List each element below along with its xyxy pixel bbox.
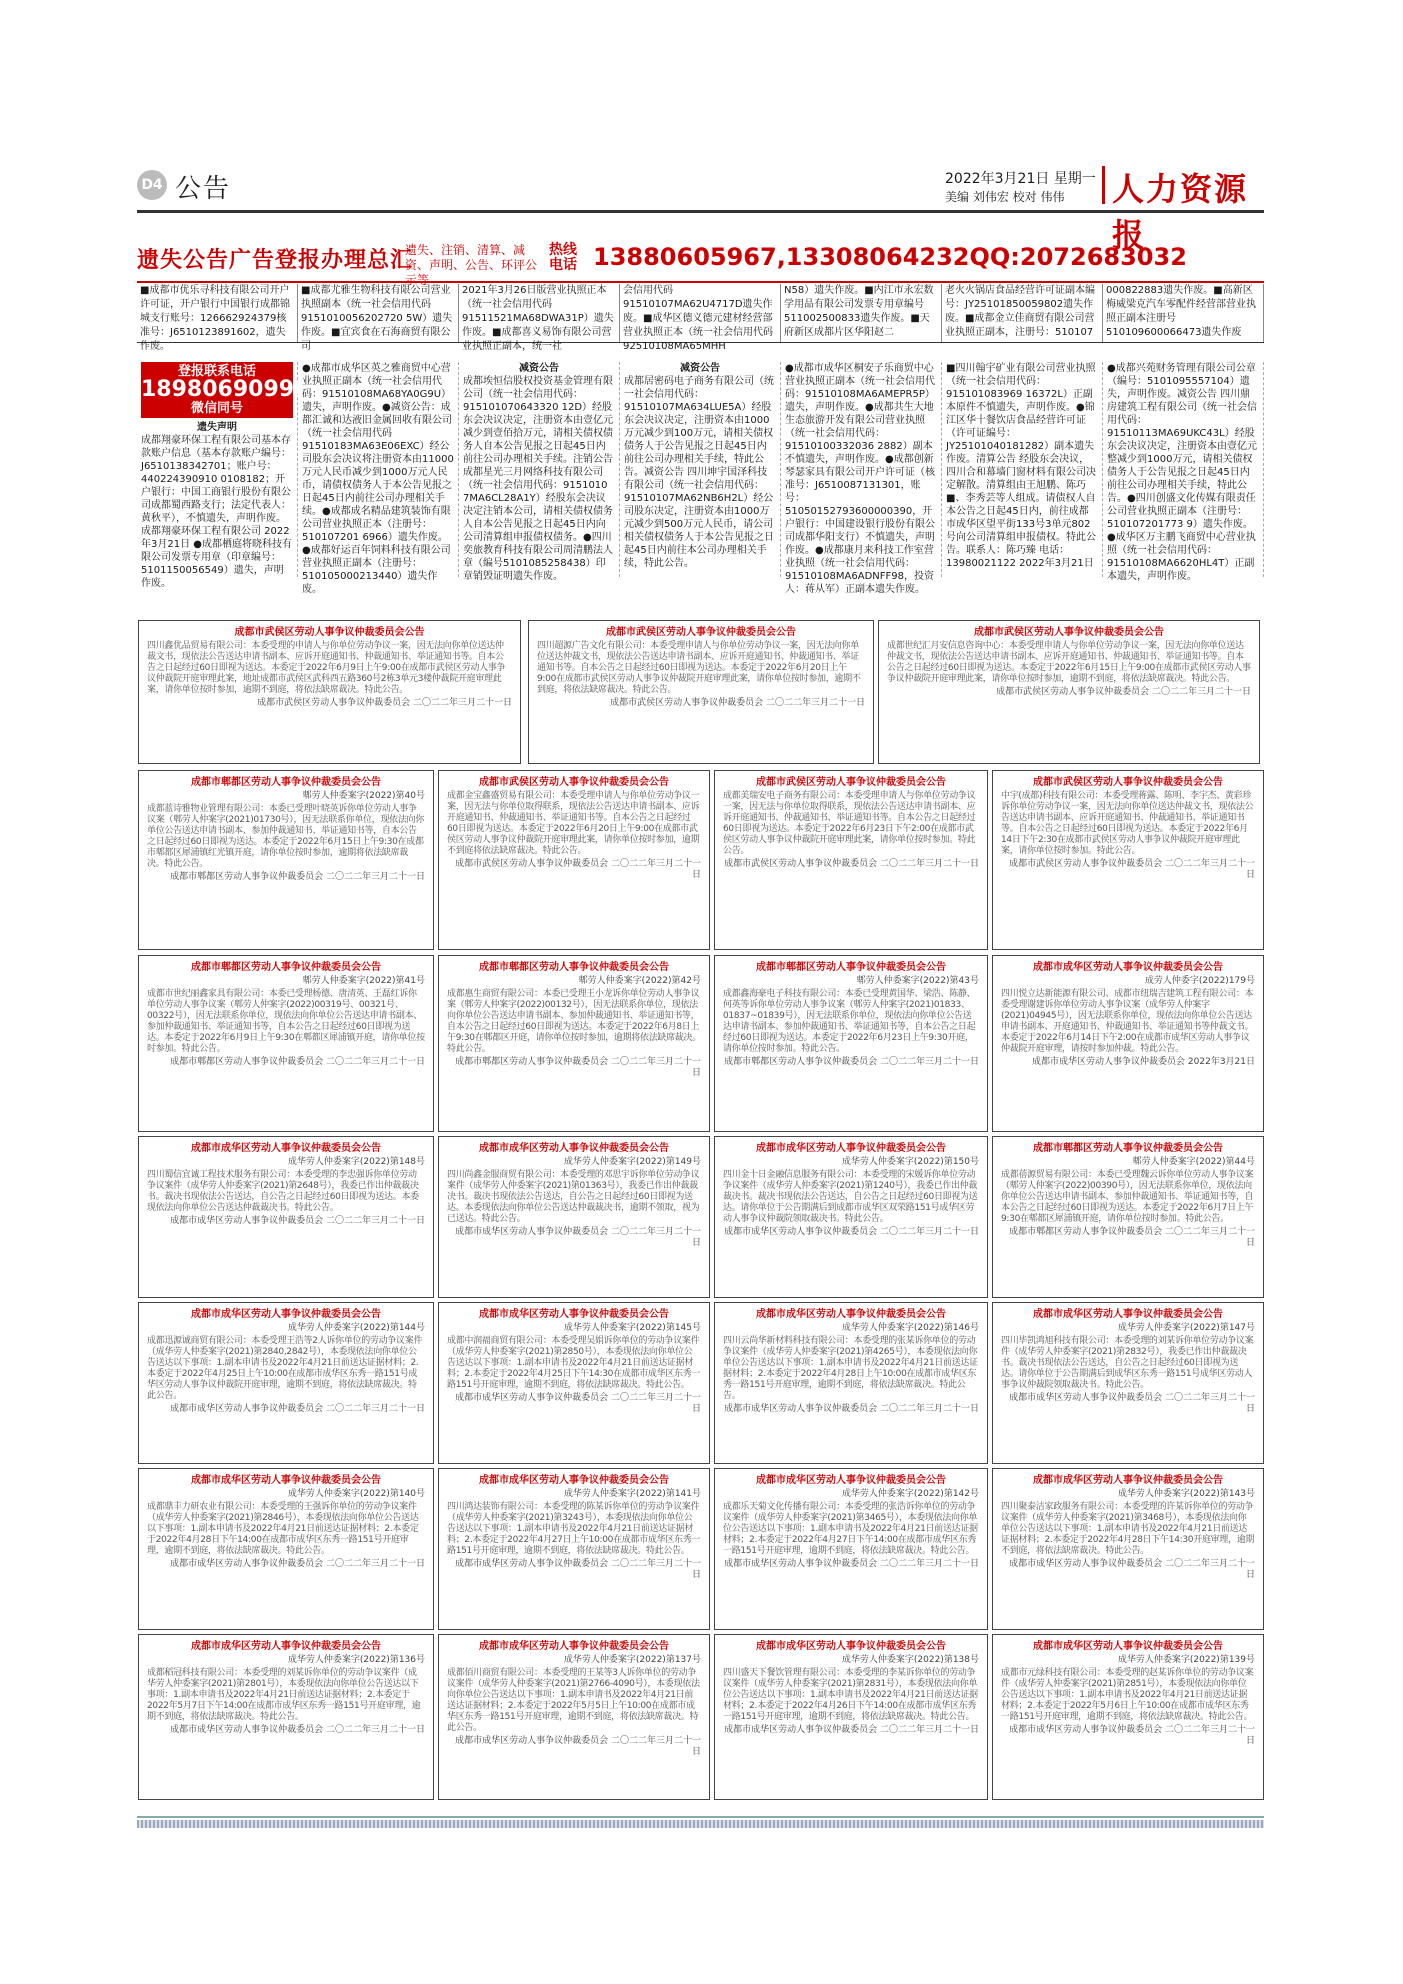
notice-body: 成都乐天菊文化传播有限公司：本委受理的张浩诉你单位的劳动争议案件（成华劳人仲委案字(2021)第3465号），本委现依法向你单位公告送达以下事项：1.副本申请书及2022年4月21日前送达证据材料；2.本委定于2022年4月27日下午14:00在成都市成华区东秀一路151号开庭审理，逾期不到庭，将依法缺席裁决。特此公告。 bbox=[723, 1502, 978, 1556]
arbitration-notice bbox=[138, 1136, 434, 1298]
notice-signature: 成都市郫都区劳动人事争议仲裁委员会 二〇二二年三月二十一日 bbox=[170, 872, 425, 882]
arbitration-notice bbox=[992, 770, 1264, 950]
notice-title: 成都市武侯区劳动人事争议仲裁委员会公告 bbox=[756, 777, 946, 788]
notice-title: 成都市成华区劳动人事争议仲裁委员会公告 bbox=[756, 1475, 946, 1486]
page-number-badge: D4 bbox=[137, 170, 167, 200]
notice-title: 成都市武侯区劳动人事争议仲裁委员会公告 bbox=[1033, 777, 1223, 788]
notice-signature: 成都市郫都区劳动人事争议仲裁委员会 二〇二二年三月二十一日 bbox=[170, 1057, 425, 1067]
notice-case-number: 成华劳人仲委案字(2022)第140号 bbox=[287, 1489, 425, 1499]
notice-case-number: 成华劳人仲委案字(2022)第150号 bbox=[841, 1157, 979, 1167]
notice-title: 成都市成华区劳动人事争议仲裁委员会公告 bbox=[479, 1309, 669, 1320]
arbitration-notice bbox=[138, 1468, 434, 1630]
notice-case-number: 郫劳人仲委案字(2022)第40号 bbox=[302, 791, 425, 801]
arbitration-notice bbox=[138, 770, 434, 950]
contact-box bbox=[141, 362, 310, 418]
notice-signature: 成都市成华区劳动人事争议仲裁委员会 2022年3月21日 bbox=[1032, 1057, 1255, 1067]
classified-heading: 遗失声明 bbox=[197, 422, 237, 433]
notice-title: 成都市成华区劳动人事争议仲裁委员会公告 bbox=[1033, 1641, 1223, 1652]
notice-title: 成都市成华区劳动人事争议仲裁委员会公告 bbox=[756, 1143, 946, 1154]
notice-signature: 成都市成华区劳动人事争议仲裁委员会 二〇二二年三月二十一日 bbox=[455, 1736, 701, 1757]
notice-signature: 成都市武侯区劳动人事争议仲裁委员会 二〇二二年三月二十一日 bbox=[724, 859, 979, 869]
notice-body: 成都迅源诚商贸有限公司：本委受理王浩等2人诉你单位的劳动争议案件（成华劳人仲委案字(2021)第2840,2842号），本委现依法向你单位公告送达以下事项：1.副本申请书及2022年4月21日前送达证据材料；2.本委定于2022年4月25日上午10:00在成都市成华区东秀一路151号成华区劳动人事争议仲裁院开庭审理，逾期不到庭，将依法缺席裁决。特此公告。 bbox=[147, 1336, 423, 1401]
notice-signature: 成都市成华区劳动人事争议仲裁委员会 二〇二二年三月二十一日 bbox=[170, 1559, 425, 1569]
classified-heading: 减资公告 bbox=[680, 363, 720, 374]
classified-column bbox=[942, 362, 1103, 577]
arbitration-notice bbox=[992, 1468, 1264, 1630]
notice-body: 四川鸿达装饰有限公司：本委受理的陈某诉你单位的劳动争议案件（成华劳人仲委案字(2021)第3243号），本委现依法向你单位公告送达以下事项：1.副本申请书及2022年4月21日前送达证据材料；2.本委定于2022年4月27日上午10:00在成都市成华区东秀一路151号开庭审理，逾期不到庭，将依法缺席裁决。特此公告。 bbox=[447, 1502, 701, 1556]
classified-column bbox=[1103, 362, 1264, 582]
notice-body: 成都鑫海豪电子科技有限公司：本委已受理黄国华、梁浩、陈静、何英等诉你单位劳动人事争议案（郫劳人仲案字(2021)01833、01837~01839号），因无法联系你单位，现依法向你单位公告送达申请书副本、参加仲裁通知书、举证通知书等，自本公告之日起经过60日即视为送达。本委定于2022年6月23日上午9:30开庭，请你单位按时参加。特此公告。 bbox=[723, 989, 976, 1054]
arbitration-notice bbox=[438, 1468, 710, 1630]
notice-title: 成都市成华区劳动人事争议仲裁委员会公告 bbox=[479, 1641, 669, 1652]
footer-pattern bbox=[137, 1820, 1264, 1828]
notice-body: 成都市世纪丽鑫家具有限公司：本委已受理杨德、唐清英、王磊红诉你单位劳动人事争议案（郫劳人仲案字(2022)00319号、00321号、00322号），因无法联系你单位，现依法向你单位公告送达申请书副本、参加仲裁通知书、举证通知书等，自本公告之日起经过60日即视为送达。本委定于2022年6月9日上午9:30在郫都区犀浦镇开庭，请你单位按时参加。特此公告。 bbox=[147, 989, 425, 1054]
banner-phones: 13880605967,13308064232QQ:2072683032 bbox=[593, 243, 1187, 271]
notice-case-number: 成华劳人仲委案字(2022)第146号 bbox=[841, 1323, 979, 1333]
notice-title: 成都市武侯区劳动人事争议仲裁委员会公告 bbox=[974, 627, 1164, 638]
brand-divider bbox=[1102, 166, 1105, 204]
issue-date: 2022年3月21日 星期一 bbox=[945, 171, 1096, 187]
arbitration-notice bbox=[138, 955, 434, 1132]
notice-case-number: 成华劳人仲委案字(2022)第147号 bbox=[1117, 1323, 1255, 1333]
classified-ads bbox=[137, 362, 1264, 595]
arbitration-notice bbox=[714, 1302, 988, 1464]
notice-body: 四川云尚华新材料科技有限公司：本委受理的张某诉你单位的劳动争议案件（成华劳人仲委案字(2021)第4265号），本委现依法向你单位公告送达以下事项：1.副本申请书及2022年4月21日前送达证据材料；2.本委定于2022年4月28日上午10:00在成都市成华区东秀一路151号开庭审理，逾期不到庭，将依法缺席裁决。特此公告。 bbox=[723, 1336, 978, 1401]
arbitration-notice bbox=[438, 955, 710, 1132]
classified-column bbox=[620, 362, 781, 577]
notice-title: 成都市成华区劳动人事争议仲裁委员会公告 bbox=[1033, 962, 1223, 973]
arbitration-notice bbox=[528, 620, 874, 764]
notice-case-number: 成华劳人仲委案字(2022)第142号 bbox=[841, 1489, 979, 1499]
notice-body: 成都美瑞安电子商务有限公司：本委受理申请人与你单位劳动争议一案，因无法与你单位取得联系，现依法公告送达申请书副本、应诉开庭通知书、仲裁通知书、举证通知书等。自本公告之日起经过60日即视为送达。本委定于2022年6月23日下午2:00在成都市武侯区劳动人事争议仲裁院开庭审理此案，请你单位按时参加。特此公告。 bbox=[723, 791, 976, 856]
notice-case-number: 郫劳人仲委案字(2022)第44号 bbox=[1132, 1157, 1255, 1167]
notice-signature: 成都市成华区劳动人事争议仲裁委员会 二〇二二年三月二十一日 bbox=[170, 1216, 425, 1226]
classified-text: ■四川翰宇矿业有限公司营业执照（统一社会信用代码：915101083969 16372L）正副本原件不慎遗失，声明作废。●锦江区华十餐饮店食品经营许可证（许可证编号：JY25101040181282）副本遗失作废。清算公告 经股东会决议，四川合和幕墙门窗材料有限公司决定解散。清算组由王旭鹏、陈巧■、李秀芸等人组成。请债权人自本公告之日起45日内，前往成都市成华区望平街133号3单元802号向公司清算组申报债权。特此公告。联系人：陈巧臻 电话：13980021122 2022年3月21日 bbox=[946, 363, 1096, 569]
notice-signature: 成都市郫都区劳动人事争议仲裁委员会 二〇二二年三月二十一日 bbox=[455, 1057, 701, 1078]
notice-case-number: 成华劳人仲委案字(2022)第136号 bbox=[287, 1655, 425, 1665]
ad-banner bbox=[137, 242, 1264, 287]
notice-signature: 成都市武侯区劳动人事争议仲裁委员会 二〇二二年三月二十一日 bbox=[996, 687, 1251, 697]
classified-text: ●成都市成华区英之雅商贸中心营业执照正副本（统一社会信用代码：91510108MA68YA0G9U）遗失，声明作废。●减资公告：成都汇诚和达液旧金属回收有限公司（统一社会信用代码91510183MA63E06EXC）经公司股东会决议将注册资本由11000万元人民币减少到1000万元人民币，请债权债务人于本公告见报之日起45日内前往公司办理相关手续。●成都成名精品建筑装饰有限公司营业执照正本（注册号：510107201 6966）遗失作废。●成都好运百年饲料科技有限公司营业执照正副本（注册号：510105000213440）遗失作废。 bbox=[302, 363, 454, 595]
notice-title: 成都市成华区劳动人事争议仲裁委员会公告 bbox=[191, 1641, 381, 1652]
notice-case-number: 成华劳人仲委案字(2022)第141号 bbox=[563, 1489, 701, 1499]
arbitration-notice bbox=[992, 1136, 1264, 1298]
classified-text: 成都居密码电子商务有限公司（统一社会信用代码：91510107MA634LUE5A）经股东会决议决定，注册资本由1000万元减少到100万元，请相关债权债务人于公告见报之日起45日内前往公司办理相关手续，特此公告。减资公告 四川坤宇国泽科技有限公司（统一社会信用代码：91510107MA62NB6H2L）经公司股东决定，注册资本由1000万元减少到500万元人民币，请公司相关债权债务人于本公告见报之日起45日内前往本公司办理相关手续，特此公告。 bbox=[624, 376, 774, 569]
notice-signature: 成都市成华区劳动人事争议仲裁委员会 二〇二二年三月二十一日 bbox=[1009, 1725, 1255, 1746]
notice-body: 成都鼎丰力研农业有限公司：本委受理的王强诉你单位的劳动争议案件（成华劳人仲委案字(2021)第2846号），本委现依法向你单位公告送达以下事项：1.副本申请书及2022年4月21日前送达证据材料；2.本委定于2022年4月28日下午14:00在成都市成华区东秀一路151号开庭审理，逾期不到庭，将依法缺席裁决。特此公告。 bbox=[147, 1502, 419, 1556]
arbitration-notice bbox=[878, 620, 1260, 764]
notice-signature: 成都市成华区劳动人事争议仲裁委员会 二〇二二年三月二十一日 bbox=[455, 1393, 701, 1414]
contact-phone: 18980690996 bbox=[141, 377, 310, 402]
classified-column bbox=[459, 362, 620, 582]
notice-title: 成都市郫都区劳动人事争议仲裁委员会公告 bbox=[191, 777, 381, 788]
arbitration-notice bbox=[992, 1302, 1264, 1464]
contact-label: 登报联系电话 bbox=[177, 364, 256, 379]
notice-body: 成都稻冠科技有限公司：本委受理的刘某诉你单位的劳动争议案件（成华劳人仲委案字(2021)第2801号），本委现依法向你单位公告送达以下事项：1.副本申请书及2022年4月21日前送达证据材料；2.本委定于2022年5月7日下午14:00在成都市成华区东秀一路151号开庭审理，逾期不到庭，将依法缺席裁决。特此公告。 bbox=[147, 1668, 421, 1722]
notice-body: 成都金宝鑫盛贸易有限公司：本委受理申请人与你单位劳动争议一案，因无法与你单位取得联系，现依法公告送达申请书副本、应诉开庭通知书、仲裁通知书、举证通知书等。自本公告之日起经过60日即视为送达。本委定于2022年6月20日上午9:00在成都市武侯区劳动人事争议仲裁院开庭审理此案，请你单位按时参加，逾期不到庭将依法缺席裁决。特此公告。 bbox=[447, 791, 700, 856]
arbitration-notice bbox=[714, 955, 988, 1132]
notice-body: 四川超源广告文化有限公司：本委受理申请人与你单位劳动争议一案，因无法向你单位送达仲裁文书，现依法公告送达申请书副本、应诉开庭通知书、仲裁通知书、举证通知书等。自本公告之日起经过60日即视为送达。本委定于2022年6月20日上午9:00在成都市武侯区劳动人事争议仲裁院开庭审理此案，请你单位按时参加，逾期不到庭，将依法缺席裁决。特此公告。 bbox=[537, 641, 861, 695]
notice-signature: 成都市成华区劳动人事争议仲裁委员会 二〇二二年三月二十一日 bbox=[724, 1404, 979, 1414]
notice-case-number: 郫劳人仲委案字(2022)第41号 bbox=[302, 976, 425, 986]
notice-signature: 成都市成华区劳动人事争议仲裁委员会 二〇二二年三月二十一日 bbox=[724, 1725, 979, 1735]
strip-item: ■成都市优乐寻科技有限公司开户许可证，开户银行中国银行成都锦城支行账号：126662924379核准号：J6510123891602，遗失作废。 bbox=[137, 284, 298, 342]
arbitration-notice bbox=[138, 620, 521, 764]
notice-case-number: 成华劳人仲委案字(2022)第144号 bbox=[287, 1323, 425, 1333]
notice-case-number: 成华劳人仲委案字(2022)第137号 bbox=[563, 1655, 701, 1665]
arbitration-notice bbox=[714, 1634, 988, 1800]
arbitration-notice bbox=[992, 955, 1264, 1132]
notice-body: 成都惠生商贸有限公司：本委已受理王小龙诉你单位劳动人事争议案（郫劳人仲案字(2022)00132号），因无法联系你单位，现依法向你单位公告送达申请书副本、参加仲裁通知书、举证通知书等，自本公告之日起经过60日即视为送达。本委定于2022年6月8日上午9:30在郫都区开庭，请你单位按时参加，逾期将依法缺席裁决。特此公告。 bbox=[447, 989, 701, 1054]
arbitration-notice bbox=[438, 770, 710, 950]
arbitration-notice bbox=[138, 1302, 434, 1464]
notice-title: 成都市成华区劳动人事争议仲裁委员会公告 bbox=[756, 1309, 946, 1320]
notice-signature: 成都市郫都区劳动人事争议仲裁委员会 二〇二二年三月二十一日 bbox=[1009, 1227, 1255, 1248]
classified-column bbox=[298, 362, 459, 595]
arbitration-notice bbox=[138, 1634, 434, 1800]
notice-title: 成都市武侯区劳动人事争议仲裁委员会公告 bbox=[479, 777, 669, 788]
header-rule bbox=[137, 210, 1264, 213]
arbitration-notice bbox=[438, 1302, 710, 1464]
notice-body: 成都蓓源贸易有限公司：本委已受理魏云诉你单位劳动人事争议案（郫劳人仲案字(2022)00390号），因无法联系你单位，现依法向你单位公告送达申请书副本、参加仲裁通知书、举证通知书等，自本公告之日起经过60日即视为送达。本委定于2022年6月7日上午9:30在郫都区犀浦镇开庭，请你单位按时参加。特此公告。 bbox=[1001, 1170, 1254, 1224]
notice-case-number: 郫劳人仲委案字(2022)第43号 bbox=[856, 976, 979, 986]
notice-body: 四川聚泰洁家政服务有限公司：本委受理的许某诉你单位的劳动争议案件（成华劳人仲委案字(2021)第3468号），本委现依法向你单位公告送达以下事项：1.副本申请书及2022年4月21日前送达证据材料；2.本委定于2022年4月28日下午14:30开庭审理，逾期不到庭，将依法缺席裁决。特此公告。 bbox=[1001, 1502, 1255, 1556]
arbitration-notice bbox=[438, 1634, 710, 1800]
arbitration-notice bbox=[438, 1136, 710, 1298]
notice-signature: 成都市武侯区劳动人事争议仲裁委员会 二〇二二年三月二十一日 bbox=[257, 698, 512, 708]
classified-column bbox=[781, 362, 942, 595]
notice-title: 成都市成华区劳动人事争议仲裁委员会公告 bbox=[1033, 1475, 1223, 1486]
notice-body: 四川鑫优品贸易有限公司：本委受理的申请人与你单位劳动争议一案，因无法向你单位送达仲裁文书，现依法公告送达申请书副本、应诉开庭通知书、仲裁通知书、举证通知书等。自本公告之日起经过60日即视为送达。本委定于2022年6月9日上午9:00在成都市武侯区劳动人事争议仲裁院开庭审理此案，地址成都市武侯区武科西五路360号2栋3单元3楼仲裁院开庭审理此案，请你单位按时参加，逾期不到庭，将依法缺席裁决。特此公告。 bbox=[147, 641, 506, 695]
strip-item: ■成都尤雅生物科技有限公司营业执照副本（统一社会信用代码9151010056202720 5W）遗失作废。■宜宾食在石海商贸有限公司 bbox=[298, 284, 459, 342]
notice-signature: 成都市成华区劳动人事争议仲裁委员会 二〇二二年三月二十一日 bbox=[170, 1404, 425, 1414]
arbitration-notice bbox=[714, 770, 988, 950]
notice-title: 成都市郫都区劳动人事争议仲裁委员会公告 bbox=[479, 962, 669, 973]
strip-item: N58）遗失作废。■内江市永宏数学用品有限公司发票专用章编号511002500833遗失作废。■天府新区成都片区华阳赵二 bbox=[781, 284, 942, 342]
staff-credits: 美编 刘伟宏 校对 伟伟 bbox=[945, 190, 1065, 204]
notice-case-number: 成华劳人仲委案字(2022)第148号 bbox=[287, 1157, 425, 1167]
notice-signature: 成都市成华区劳动人事争议仲裁委员会 二〇二二年三月二十一日 bbox=[724, 1227, 979, 1237]
notice-signature: 成都市成华区劳动人事争议仲裁委员会 二〇二二年三月二十一日 bbox=[724, 1559, 979, 1569]
classified-text: 成都翔豪环保工程有限公司基本存款账户信息（基本存款账户编号：J6510138342701；账户号：440224390910 0108182；开户银行：中国工商银行股份有限公司成都蜀西路支行；法定代表人：黄秋平），不慎遗失，声明作废。成都翔豪环保工程有限公司 2022年3月21日 ●成都栖庭将晓科技有限公司发票专用章（印章编号：5101150056549）遗失，声明作废。 bbox=[141, 435, 292, 589]
section-title: 公告 bbox=[175, 174, 232, 204]
strip-item: 000822883遗失作废。■高新区梅威梁克汽车零配件经营部营业执照正副本注册号510109600066473遗失作废 bbox=[1103, 284, 1264, 342]
notice-title: 成都市武侯区劳动人事争议仲裁委员会公告 bbox=[606, 627, 796, 638]
notice-case-number: 郫劳人仲委案字(2022)第42号 bbox=[578, 976, 701, 986]
notice-body: 成都佰川商贸有限公司：本委受理的王某等3人诉你单位的劳动争议案件（成华劳人仲委案字(2021)第2766-4090号），本委现依法向你单位公告送达以下事项：1.副本申请书及2022年4月21日前送达证据材料；2.本委定于2022年5月5日上午10:00在成都市成华区东秀一路151号开庭审理，逾期不到庭，将依法缺席裁决。特此公告。 bbox=[447, 1668, 700, 1733]
notice-title: 成都市郫都区劳动人事争议仲裁委员会公告 bbox=[191, 962, 381, 973]
notice-case-number: 成华劳人仲委案字(2022)第138号 bbox=[841, 1655, 979, 1665]
notice-title: 成都市成华区劳动人事争议仲裁委员会公告 bbox=[756, 1641, 946, 1652]
notice-title: 成都市成华区劳动人事争议仲裁委员会公告 bbox=[191, 1309, 381, 1320]
footer-rule bbox=[137, 1816, 1264, 1818]
notice-title: 成都市成华区劳动人事争议仲裁委员会公告 bbox=[479, 1143, 669, 1154]
arbitration-notice bbox=[992, 1634, 1264, 1800]
notice-signature: 成都市郫都区劳动人事争议仲裁委员会 二〇二二年三月二十一日 bbox=[724, 1057, 979, 1067]
notice-case-number: 成劳人仲委字(2022)179号 bbox=[1144, 976, 1255, 986]
notice-body: 中宇(成都)科技有限公司：本委受理蒋露、陈明、李宇杰、黄彩珍诉你单位劳动争议一案，因无法向你单位送达仲裁文书，现依法公告送达申请书副本、应诉开庭通知书、仲裁通知书、举证通知书等。自本公告之日起经过60日即视为送达。本委定于2022年6月14日下午2:30在成都市武侯区劳动人事争议仲裁院开庭审理此案，请你单位按时参加。特此公告。 bbox=[1001, 791, 1254, 856]
arbitration-notice bbox=[714, 1136, 988, 1298]
notice-signature: 成都市成华区劳动人事争议仲裁委员会 二〇二二年三月二十一日 bbox=[455, 1559, 701, 1580]
classified-text: ●成都市成华区桐安子乐商贸中心营业执照正副本（统一社会信用代码：91510108MA6AMEPR5P）遗失，声明作废。●成都共生大地生态旅游开发有限公司营业执照（统一社会信用代码：91510100332036 2882）副本不慎遗失，声明作废。●成都创新琴瑟家具有限公司开户许可证（核准号：J6510087131301，账号：51050152793600000390，开户银行：中国建设银行股份有限公司成都华阳支行）不慎遗失，声明作废。●成都康月来科技工作室营业执照（统一社会信用代码：91510108MA6ADNFF98，投资人：蒋从军）正副本遗失作废。 bbox=[785, 363, 935, 595]
notice-body: 成都中润福商贸有限公司：本委受理吴娟诉你单位的劳动争议案件（成华劳人仲委案字(2021)第2850号），本委现依法向你单位公告送达以下事项：1.副本申请书及2022年4月21日前送达证据材料；2.本委定于2022年4月25日下午14:30在成都市成华区东秀一路151号开庭审理，逾期不到庭，将依法缺席裁决。特此公告。 bbox=[447, 1336, 701, 1390]
notice-signature: 成都市成华区劳动人事争议仲裁委员会 二〇二二年三月二十一日 bbox=[455, 1227, 701, 1248]
notice-body: 四川毕凯鸿旭科技有限公司：本委受理的刘某诉你单位劳动争议案件（成华劳人仲委案字(2021)第2832号），我委已作出仲裁裁决书。裁决书现依法公告送达，自公告之日起经过60日即视为送达。请你单位于公告期满后到成华区东秀一路151号成华区劳动人事争议仲裁院领取裁决书。特此公告。 bbox=[1001, 1336, 1254, 1390]
notice-body: 四川金十日金融信息服务有限公司：本委受理的宋媛诉你单位劳动争议案件（成华劳人仲委案字(2021)第1240号），我委已作出仲裁裁决书。裁决书现依法公告送达，自公告之日起经过60日即视为送达。请你单位于公告期满后到成都市成华区双荣路151号成华区劳动人事争议仲裁院领取裁决书。特此公告。 bbox=[723, 1170, 978, 1224]
notice-title: 成都市郫都区劳动人事争议仲裁委员会公告 bbox=[1033, 1143, 1223, 1154]
notice-title: 成都市武侯区劳动人事争议仲裁委员会公告 bbox=[234, 627, 425, 638]
classified-heading: 减资公告 bbox=[519, 363, 559, 374]
classified-strip bbox=[137, 284, 1264, 352]
banner-hotline-label: 热线电话 bbox=[549, 242, 577, 273]
notice-case-number: 成华劳人仲委案字(2022)第149号 bbox=[563, 1157, 701, 1167]
notice-title: 成都市成华区劳动人事争议仲裁委员会公告 bbox=[1033, 1309, 1223, 1320]
notice-signature: 成都市武侯区劳动人事争议仲裁委员会 二〇二二年三月二十一日 bbox=[1009, 859, 1255, 880]
notice-body: 四川悦立达新能源有限公司、成都市纽瑞吉建筑工程有限公司：本委受理谢建诉你单位劳动人事争议案（成华劳人仲案字(2021)04945号），因无法联系你单位，现依法向你单位公告送达申请书副本、开庭通知书、仲裁通知书、举证通知书等仲裁文书。本委定于2022年6月14日下午2:00在成都市成华区劳动人事争议仲裁院开庭审理，请按时参加仲裁。特此公告。 bbox=[1001, 989, 1254, 1054]
notice-body: 成都蓝诗雅物业管理有限公司：本委已受理叶晓英诉你单位劳动人事争议案（郫劳人仲案字(2021)01730号），因无法联系你单位，现依法向你单位公告送达申请书副本、参加仲裁通知书、举证通知书等，自本公告之日起经过60日即视为送达。本委定于2022年6月15日上午9:30在成都市郫都区犀浦镇红光镇开庭，请你单位按时参加，逾期将依法缺席裁决。特此公告。 bbox=[147, 804, 424, 869]
notice-signature: 成都市成华区劳动人事争议仲裁委员会 二〇二二年三月二十一日 bbox=[1009, 1393, 1255, 1414]
strip-item: 2021年3月26日版营业执照正本（统一社会信用代码91511521MA68DWA31P）遗失作废。■成都喜义易饰有限公司营业执照正副本，统一社 bbox=[459, 284, 620, 342]
notice-body: 四川尚鑫金服商贸有限公司：本委受理的邓思宇诉你单位劳动争议案件（成华劳人仲委案字(2021)第01363号），我委已作出仲裁裁决书。裁决书现依法公告送达，自公告之日起经过60日即视为送达。本委现依法向你单位公告送达仲裁裁决书，逾期不领取，视为已送达。特此公告。 bbox=[447, 1170, 700, 1224]
masthead-logo: 人力资源报 bbox=[1112, 170, 1249, 254]
contact-wechat: 微信同号 bbox=[190, 401, 243, 416]
notice-signature: 成都市成华区劳动人事争议仲裁委员会 二〇二二年三月二十一日 bbox=[170, 1725, 425, 1735]
notice-title: 成都市郫都区劳动人事争议仲裁委员会公告 bbox=[756, 962, 946, 973]
notice-signature: 成都市武侯区劳动人事争议仲裁委员会 二〇二二年三月二十一日 bbox=[610, 698, 865, 708]
notice-title: 成都市成华区劳动人事争议仲裁委员会公告 bbox=[191, 1143, 381, 1154]
notice-body: 成都世纪汇月安信息咨询中心：本委受理申请人与你单位劳动争议一案，因无法向你单位送达仲裁文书，现依法公告送达申请书副本、应诉开庭通知书、仲裁通知书、举证通知书等。自本公告之日起经过60日即视为送达。本委定于2022年6月15日上午9:00在成都市武侯区劳动人事争议仲裁院开庭审理此案，请你单位按时参加，逾期不到庭，将依法缺席裁决。特此公告。 bbox=[887, 641, 1251, 684]
page-header bbox=[137, 166, 1264, 254]
notice-title: 成都市成华区劳动人事争议仲裁委员会公告 bbox=[479, 1475, 669, 1486]
arbitration-notice bbox=[714, 1468, 988, 1630]
classified-text: 成都埃恒信股权投资基金管理有限公司（统一社会信用代码：915101070643320 12D）经股东会决议决定，注册资本由壹亿元减少到壹佰拾万元，请相关债权债务人自本公告见报之日起45日内前往公司办理相关手续。注销公告 成都星光三月网络科技有限公司（统一社会信用代码：9151010 7MA6CL28A1Y）经股东会决议决定注销本公司，请相关债权债务人自本公告见报之日起45日内向公司清算组申报债权债务。●四川奕旅教育科技有限公司周清鹏法人章（编号5101085258438）印章销毁证明遗失作废。 bbox=[463, 376, 613, 582]
strip-item: 会信用代码91510107MA62U4717D遗失作废。■成华区德义德元建材经营部营业执照正本（统一社会信用代码92510108MA65MHH bbox=[620, 284, 781, 342]
classified-column bbox=[137, 362, 310, 589]
notice-signature: 成都市武侯区劳动人事争议仲裁委员会 二〇二二年三月二十一日 bbox=[455, 859, 701, 880]
notice-title: 成都市成华区劳动人事争议仲裁委员会公告 bbox=[191, 1475, 381, 1486]
strip-item: 老火火锅店食品经营许可证副本编号：JY25101850059802遗失作废。■成都金立佳商贸有限公司营业执照正副本，注册号：510107 bbox=[942, 284, 1103, 342]
notice-signature: 成都市成华区劳动人事争议仲裁委员会 二〇二二年三月二十一日 bbox=[1009, 1559, 1255, 1580]
notice-case-number: 成华劳人仲委案字(2022)第145号 bbox=[563, 1323, 701, 1333]
banner-title: 遗失公告广告登报办理总汇 bbox=[137, 248, 414, 273]
notice-body: 四川蜀信宜诚工程技术服务有限公司：本委受理的李忠强诉你单位劳动争议案件（成华劳人仲委案字(2021)第2648号），我委已作出仲裁裁决书。裁决书现依法公告送达，自公告之日起经过60日即视为送达。本委现依法向你单位公告送达仲裁裁决书。特此公告。 bbox=[147, 1170, 419, 1213]
notice-body: 四川盛天下餐饮管理有限公司：本委受理的李某诉你单位的劳动争议案件（成华劳人仲委案字(2021)第2831号），本委现依法向你单位公告送达以下事项：1.副本申请书及2022年4月21日前送达证据材料；2.本委定于2022年4月26日下午14:00在成都市成华区东秀一路151号开庭审理，逾期不到庭，将依法缺席裁决。特此公告。 bbox=[723, 1668, 978, 1722]
notice-body: 成都市元绿科技有限公司：本委受理的赵某诉你单位的劳动争议案件（成华劳人仲委案字(2021)第2851号），本委现依法向你单位公告送达以下事项：1.副本申请书及2022年4月21日前送达证据材料；2.本委定于2022年5月6日上午10:00在成都市成华区东秀一路151号开庭审理，逾期不到庭，将依法缺席裁决。特此公告。 bbox=[1001, 1668, 1254, 1722]
notice-case-number: 成华劳人仲委案字(2022)第143号 bbox=[1117, 1489, 1255, 1499]
classified-text: ●成都兴苑财务管理有限公司公章（编号：5101095557104）遗失，声明作废。减资公告 四川鼎房建筑工程有限公司（统一社会信用代码：91510113MA69UKC43L）经股东会决议决定，注册资本由壹亿元整减少到1000万元，请相关债权债务人于公告见报之日起45日内前往公司办理相关手续，特此公告。●四川创盛文化传媒有限责任公司营业执照正副本（注册号：510107201773 9）遗失作废。●成华区万主鹏飞商贸中心营业执照（统一社会信用代码：91510108MA6620HL4T）正副本遗失，声明作废。 bbox=[1107, 363, 1257, 582]
notice-case-number: 成华劳人仲委案字(2022)第139号 bbox=[1117, 1655, 1255, 1665]
banner-subtitle: 遗失、注销、清算、减资、声明、公告、环评公示等 bbox=[405, 243, 538, 287]
